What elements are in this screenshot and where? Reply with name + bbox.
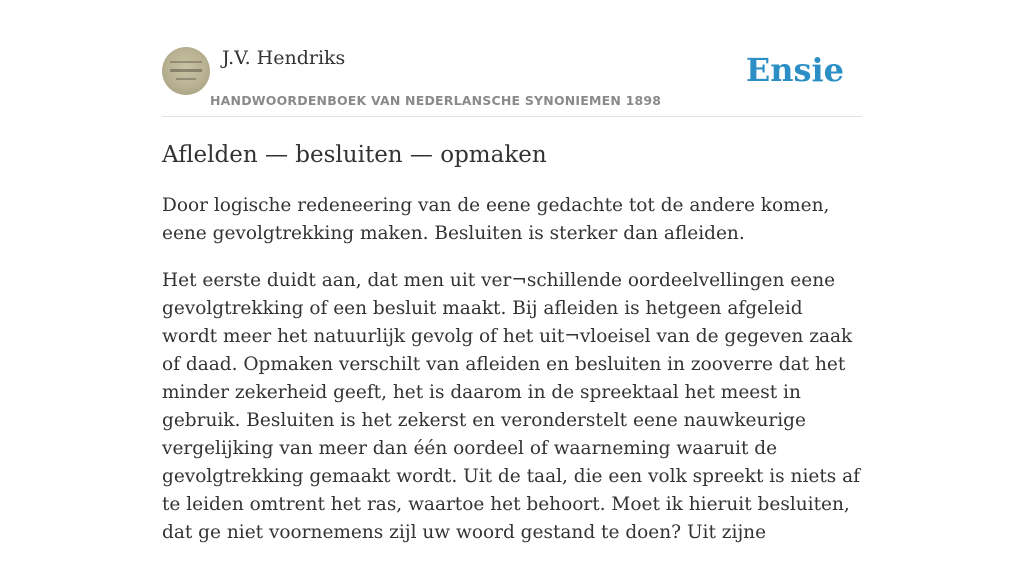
source-title[interactable]: HANDWOORDENBOEK VAN NEDERLANSCHE SYNONIEMEN 1898 [210,93,662,108]
article-title: Aflelden — besluiten — opmaken [162,142,547,168]
article-paragraph: Door logische redeneering van de eene gedachte tot de andere komen, eene gevolgtrekking maken. Besluiten is sterker dan afleiden. [162,195,830,244]
ensie-logo[interactable]: Ensie [745,51,844,89]
book-cover-line [170,61,202,63]
author-name[interactable]: J.V. Hendriks [222,47,346,69]
book-cover-line [176,78,196,80]
article-paragraph: Het eerste duidt aan, dat men uit ver¬schillende oordeelvellingen eene gevolgtrekking of een besluit maakt. Bij afleiden is hetgeen afgeleid wordt meer het natuurlijk gevolg of het uit¬vloeisel van de gegeven zaak of daad. Opmaken verschilt van afleiden en besluiten in zooverre dat het minder zekerheid geeft, het is daarom in de spreektaal het meest in gebruik. Besluiten is het zekerst en veronderstelt eene nauwkeurige vergelijking van meer dan één oordeel of waarneming waaruit de gevolgtrekking gemaakt wordt. Uit de taal, die een volk spreekt is niets af te leiden omtrent het ras, waartoe het behoort. Moet ik hieruit besluiten, dat ge niet voornemens zijl uw woord gestand te doen? Uit zijne [162,270,861,543]
header [162,46,862,117]
book-cover-line [170,69,202,72]
source-book-avatar[interactable] [162,47,210,95]
article-body [162,192,862,566]
